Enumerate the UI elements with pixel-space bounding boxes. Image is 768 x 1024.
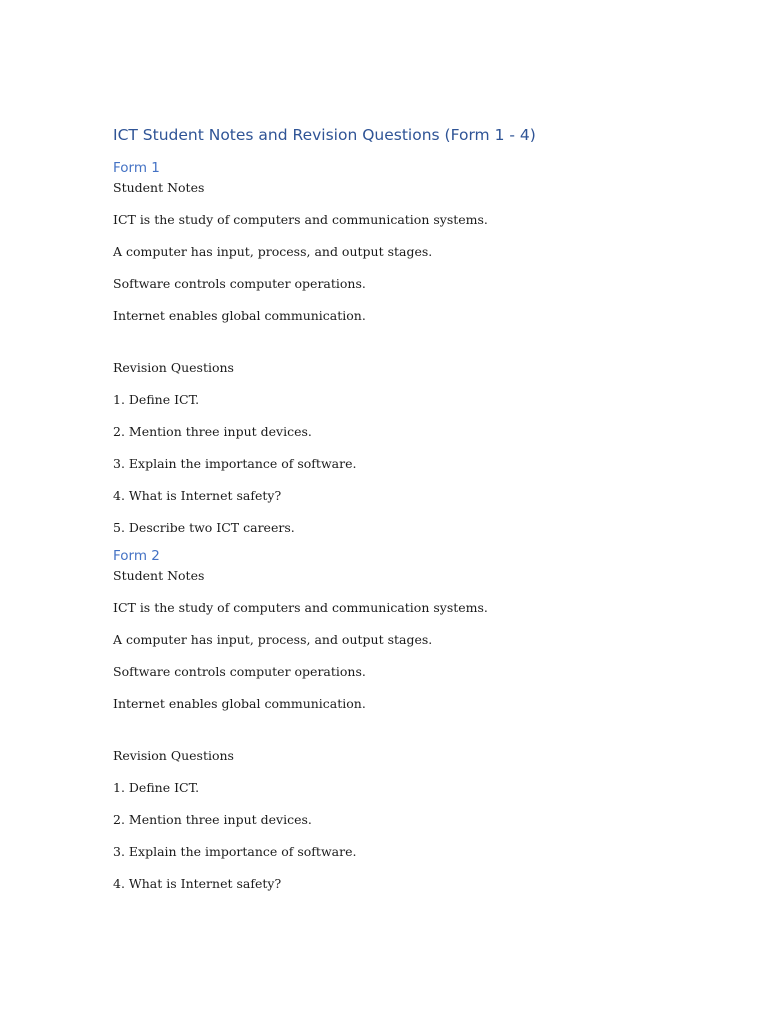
- note-item: A computer has input, process, and output stages.: [113, 632, 433, 647]
- document-title: ICT Student Notes and Revision Questions (Form 1 - 4): [113, 126, 536, 144]
- student-notes-label: Student Notes: [113, 568, 205, 583]
- question-item: 4. What is Internet safety?: [113, 876, 282, 891]
- note-item: ICT is the study of computers and communication systems.: [113, 600, 488, 615]
- revision-questions-label: Revision Questions: [113, 748, 234, 763]
- note-item: Software controls computer operations.: [113, 276, 366, 291]
- question-item: 4. What is Internet safety?: [113, 488, 282, 503]
- document-page: [113, 124, 673, 892]
- section-heading: Form 1: [113, 160, 160, 176]
- note-item: ICT is the study of computers and communication systems.: [113, 212, 488, 227]
- section-form-2: [113, 547, 673, 892]
- revision-questions-label: Revision Questions: [113, 360, 234, 375]
- question-item: 1. Define ICT.: [113, 780, 200, 795]
- question-item: 3. Explain the importance of software.: [113, 456, 357, 471]
- question-item: 2. Mention three input devices.: [113, 424, 312, 439]
- section-heading: Form 2: [113, 548, 160, 564]
- note-item: Internet enables global communication.: [113, 308, 366, 323]
- question-item: 1. Define ICT.: [113, 392, 200, 407]
- student-notes-label: Student Notes: [113, 180, 205, 195]
- note-item: A computer has input, process, and output stages.: [113, 244, 433, 259]
- question-item: 2. Mention three input devices.: [113, 812, 312, 827]
- note-item: Internet enables global communication.: [113, 696, 366, 711]
- section-form-1: [113, 159, 673, 536]
- note-item: Software controls computer operations.: [113, 664, 366, 679]
- question-item: 3. Explain the importance of software.: [113, 844, 357, 859]
- question-item: 5. Describe two ICT careers.: [113, 520, 295, 535]
